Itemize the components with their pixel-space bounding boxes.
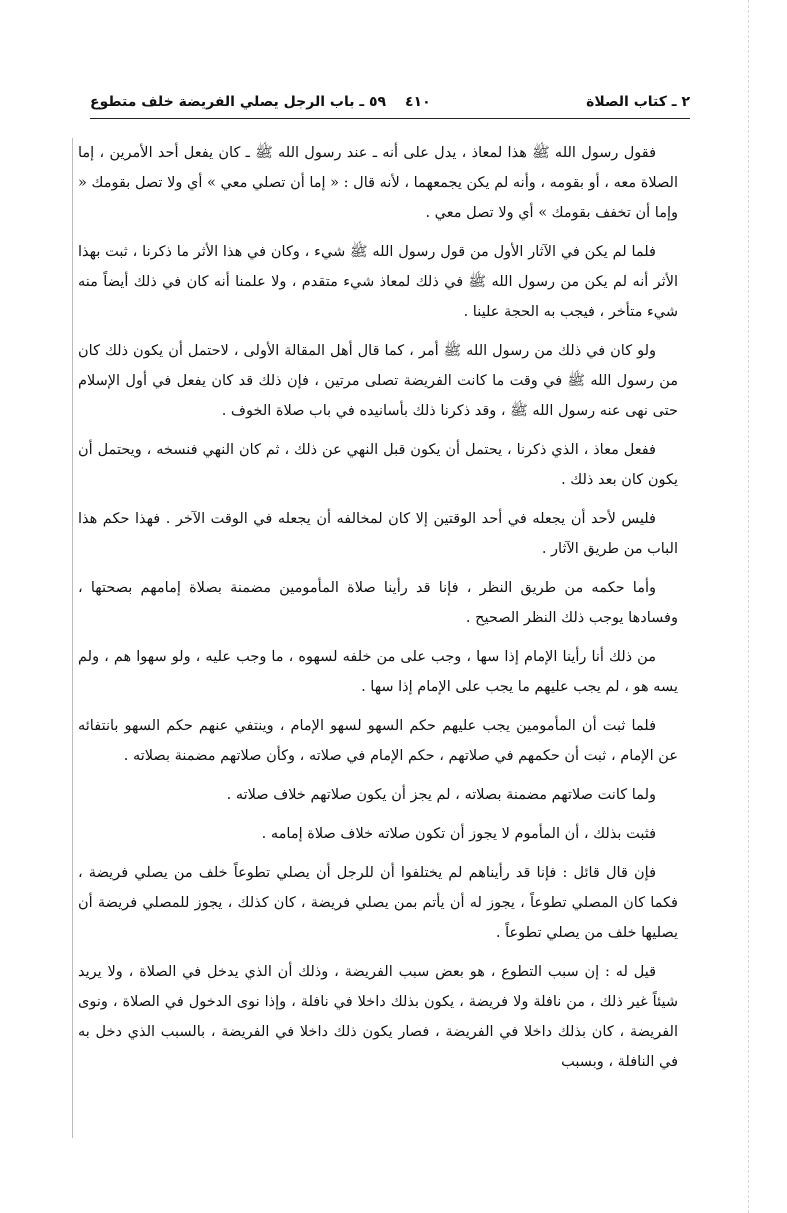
paragraph: ففعل معاذ ، الذي ذكرنا ، يحتمل أن يكون قبل النهي عن ذلك ، ثم كان النهي فنسخه ، ويحتمل أن يكون كان بعد ذلك . [78,442,678,488]
binding-gutter [748,0,753,1213]
margin-rule [72,138,73,1138]
paragraph: ولو كان في ذلك من رسول الله ﷺ أمر ، كما قال أهل المقالة الأولى ، لاحتمل أن يكون ذلك كان من رسول الله ﷺ في وقت ما كانت الفريضة تصلى مرتين ، فإن ذلك قد كان يفعل في أول الإسلام حتى نهى عنه رسول الله ﷺ ، وقد ذكرنا ذلك بأسانيده في باب صلاة الخوف . [78,343,678,419]
paragraph: وأما حكمه من طريق النظر ، فإنا قد رأينا صلاة المأمومين مضمنة بصلاة إمامهم بصحتها ، وفسادها يوجب ذلك النظر الصحيح . [78,580,678,626]
header-rule [90,118,690,119]
paragraph: قيل له : إن سبب التطوع ، هو بعض سبب الفريضة ، وذلك أن الذي يدخل في الصلاة ، ولا يريد شيئاً غير ذلك ، من نافلة ولا فريضة ، يكون بذلك داخلا في نافلة ، وإذا نوى الدخول في الصلاة ، ونوى الفريضة ، كان بذلك داخلا في الفريضة ، فصار يكون ذلك داخلا في الفريضة ، بالسبب الذي دخل به في النافلة ، وبسبب [78,964,678,1070]
paragraph: فلما ثبت أن المأمومين يجب عليهم حكم السهو لسهو الإمام ، وينتفي عنهم حكم السهو بانتفائه عن الإمام ، ثبت أن حكمهم في صلاتهم ، حكم الإمام في صلاته ، وكأن صلاتهم مضمنة بصلاته . [78,718,678,764]
paragraph: ولما كانت صلاتهم مضمنة بصلاته ، لم يجز أن يكون صلاتهم خلاف صلاته . [226,787,656,803]
running-header [90,88,690,116]
paragraph: فلما لم يكن في الآثار الأول من قول رسول الله ﷺ شيء ، وكان في هذا الأثر ما ذكرنا ، ثبت بهذا الأثر أنه لم يكن من رسول الله ﷺ في ذلك لمعاذ شيء متقدم ، ولا علمنا أنه كان في ذلك أيضاً منه شيء متأخر ، فيجب به الحجة علينا . [78,244,678,320]
paragraph: من ذلك أنا رأينا الإمام إذا سها ، وجب على من خلفه لسهوه ، ما وجب عليه ، ولو سهوا هم ، ولم يسه هو ، لم يجب عليهم ما يجب على الإمام إذا سها . [78,649,678,695]
chapter-title: ٢ ـ كتاب الصلاة [586,94,690,110]
paragraph: فليس لأحد أن يجعله في أحد الوقتين إلا كان لمخالفه أن يجعله في الوقت الآخر . فهذا حكم هذا الباب من طريق الآثار . [78,511,678,557]
paragraph: فثبت بذلك ، أن المأموم لا يجوز أن تكون صلاته خلاف صلاة إمامه . [261,826,656,842]
section-title: ٥٩ ـ باب الرجل يصلي الفريضة خلف متطوع [90,94,387,110]
page-number: ٤١٠ [405,94,431,110]
paragraph: فإن قال قائل : فإنا قد رأيناهم لم يختلفوا أن للرجل أن يصلي تطوعاً خلف من يصلي فريضة ، فكما كان المصلي تطوعاً ، يجوز له أن يأتم بمن يصلي فريضة ، كان كذلك ، يجوز للمصلي فريضة أن يصليها خلف من يصلي تطوعاً . [78,865,678,941]
main-text [78,138,678,1086]
paragraph: فقول رسول الله ﷺ هذا لمعاذ ، يدل على أنه ـ عند رسول الله ﷺ ـ كان يفعل أحد الأمرين ، إما الصلاة معه ، أو بقومه ، وأنه لم يكن يجمعهما ، لأنه قال : « إما أن تصلي معي » أي ولا تصل بقومك « وإما أن تخفف بقومك » أي ولا تصل معي . [78,145,678,221]
